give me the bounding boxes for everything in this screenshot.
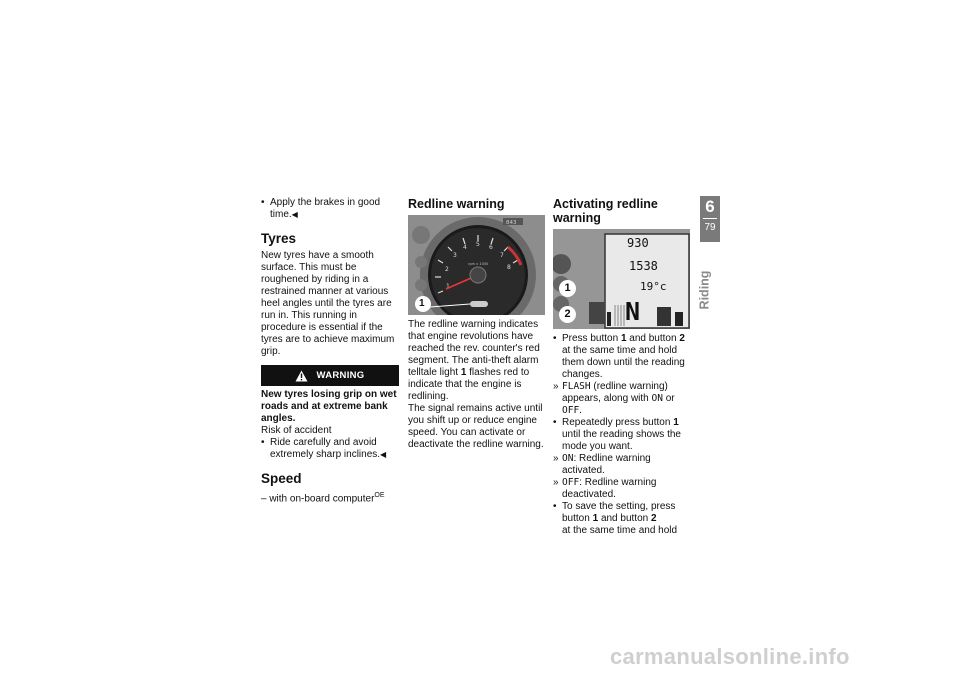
result-item: » ON: Redline warning activated. [553, 453, 691, 477]
result-item: » OFF: Redline warning deactivated. [553, 477, 691, 501]
callout-1: 1 [559, 280, 576, 297]
svg-text:3: 3 [453, 252, 457, 259]
column-2 [408, 197, 545, 451]
warning-label: WARNING [316, 369, 365, 381]
column-1 [261, 197, 399, 505]
display-top-value: 930 [627, 236, 649, 250]
svg-text:8: 8 [507, 264, 511, 271]
redline-paragraph-2: The signal remains active until you shift up or reduce engine speed. You can activate or deactivate the redline warning. [408, 403, 544, 450]
svg-text:5: 5 [476, 241, 480, 248]
display-gear-value: N [625, 297, 641, 326]
page-number: 79 [704, 222, 716, 233]
tachometer-photo [408, 215, 545, 315]
svg-text:843: 843 [506, 220, 517, 226]
display-photo [553, 229, 690, 329]
watermark: carmanualsonline.info [610, 644, 850, 669]
svg-text:2: 2 [445, 266, 449, 273]
svg-text:1: 1 [446, 283, 450, 290]
svg-text:rpm x 1000: rpm x 1000 [468, 262, 489, 266]
activating-heading: Activating redline warning [553, 197, 658, 225]
display-mid-value: 1538 [629, 259, 658, 273]
svg-text:7: 7 [500, 252, 504, 259]
result-item: » FLASH (redline warning) appears, along with ON or OFF. [553, 381, 691, 417]
chapter-number: 6 [705, 197, 715, 216]
list-item: • Apply the brakes in good time.◀ [261, 197, 399, 221]
speed-heading: Speed [261, 471, 302, 486]
svg-text:4: 4 [463, 244, 467, 251]
warning-triangle-icon [295, 370, 308, 382]
redline-heading: Redline warning [408, 197, 505, 211]
warning-banner [261, 365, 399, 386]
list-item: • Ride carefully and avoid extremely sharp inclines.◀ [261, 437, 399, 461]
chapter-tab [700, 196, 720, 242]
list-item: • To save the setting, press button 1 and button 2 at the same time and hold [553, 501, 691, 537]
tyres-paragraph: New tyres have a smooth surface. This must be roughened by riding in a restrained manner at various heel angles until the tyres are run in. This running in procedure is essential if the tyres are to achieve maximum grip. [261, 250, 395, 357]
callout-2: 2 [559, 306, 576, 323]
list-item: • Repeatedly press button 1 until the reading shows the mode you want. [553, 417, 691, 453]
section-label: Riding [697, 270, 712, 310]
warning-title: New tyres losing grip on wet roads and at extreme bank angles. [261, 389, 397, 424]
svg-text:6: 6 [489, 244, 493, 251]
list-item: • Press button 1 and button 2 at the same time and hold them down until the reading changes. [553, 333, 691, 381]
callout-1: 1 [419, 298, 425, 309]
warning-risk: Risk of accident [261, 425, 332, 436]
column-3 [553, 197, 691, 537]
speed-subline: – with on-board computer$^{OE}$ [261, 492, 385, 505]
tyres-heading: Tyres [261, 231, 297, 246]
redline-paragraph-1: The redline warning indicates that engine revolutions have reached the rev. counter's red segment. The anti-theft alarm telltale light 1 flashes red to indicate that the engine is redlining. [408, 319, 540, 402]
display-temp-value: 19°c [640, 280, 667, 293]
